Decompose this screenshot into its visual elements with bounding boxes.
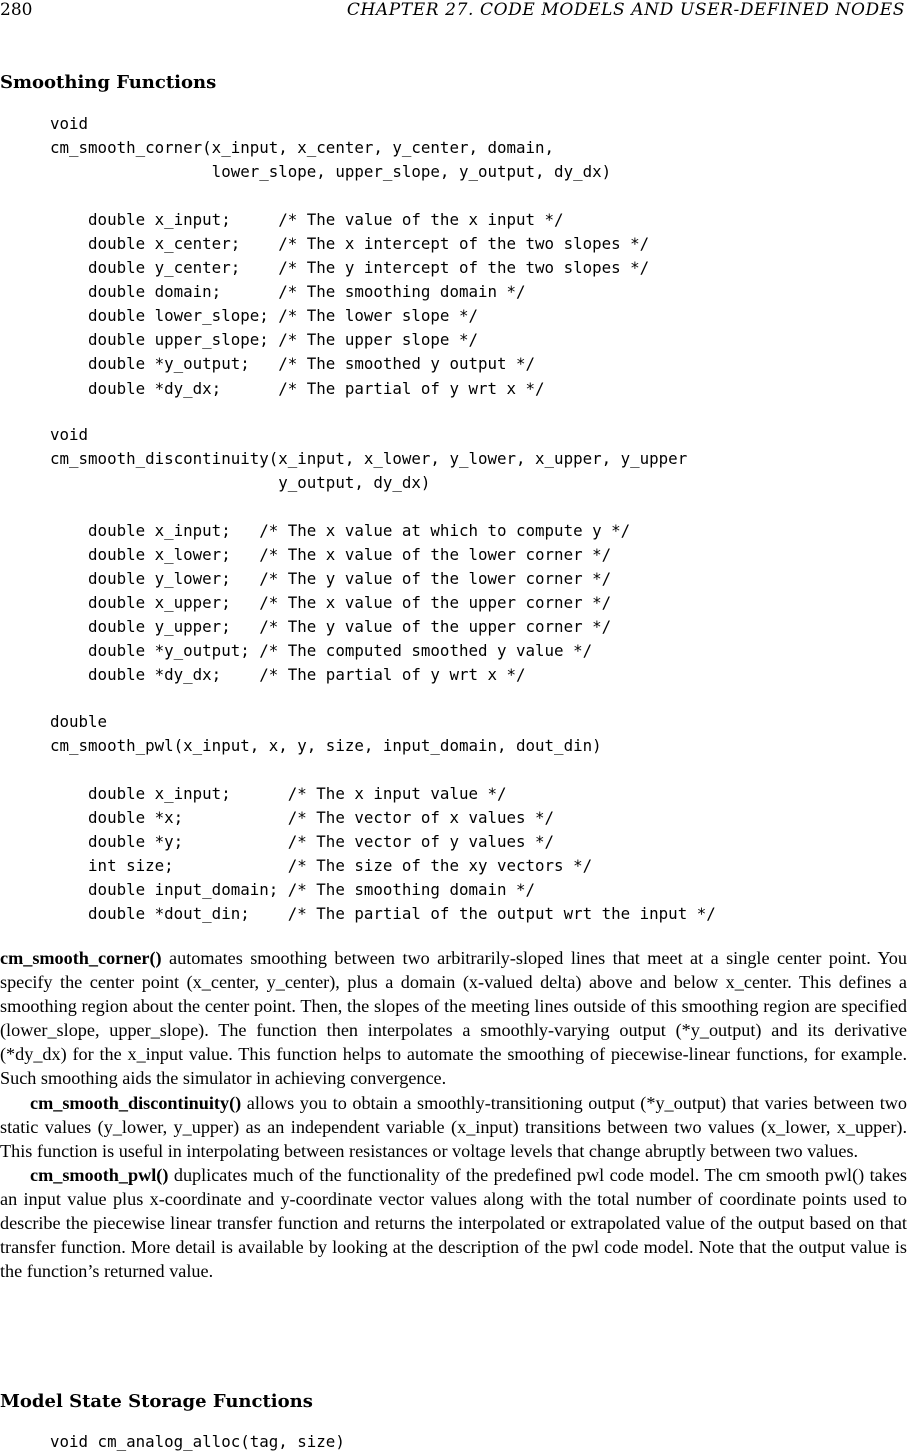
function-name: cm_smooth_discontinuity()	[30, 1092, 242, 1113]
code-line-analog-alloc: void cm_analog_alloc(tag, size)	[50, 1432, 345, 1451]
description-paragraphs	[0, 946, 907, 1283]
paragraph-smooth-corner	[0, 946, 907, 1091]
page-number: 280	[0, 0, 33, 20]
code-block-smooth-corner: void cm_smooth_corner(x_input, x_center, y_center, domain, lower_slope, upper_slope, y_output, dy_dx) double x_input; /* The value of the x input */ double x_center; /* The x intercept of the two slopes */ double y_center; /* The y intercept of the two slopes */ double domain; /* The smoothing domain */ double lower_slope; /* The lower slope */ double upper_slope; /* The upper slope */ double *y_output; /* The smoothed y output */ double *dy_dx; /* The partial of y wrt x */	[50, 114, 650, 398]
function-name: cm_smooth_pwl()	[30, 1164, 169, 1185]
paragraph-text: allows you to obtain a smoothly-transitioning output (*y_output) that varies between two static values (y_lower, y_upper) as an independent variable (x_input) transitions between two values (x_lower, x_upper). This function is useful in interpolating between resistances or voltage levels that change abruptly between two values.	[0, 1092, 907, 1161]
paragraph-text: duplicates much of the functionality of the predefined pwl code model. The cm smooth pwl() takes an input value plus x-coordinate and y-coordinate vector values along with the total number of coordinate points used to describe the piecewise linear transfer function and returns the interpolated or extrapolated value of the output based on that transfer function. More detail is available by looking at the description of the pwl code model. Note that the output value is the function’s returned value.	[0, 1164, 907, 1282]
code-block-smooth-discontinuity: void cm_smooth_discontinuity(x_input, x_lower, y_lower, x_upper, y_upper y_output, dy_dx) double x_input; /* The x value at which to compute y */ double x_lower; /* The x value of the lower corner */ double y_lower; /* The y value of the lower corner */ double x_upper; /* The x value of the upper corner */ double y_upper; /* The y value of the upper corner */ double *y_output; /* The computed smoothed y value */ double *dy_dx; /* The partial of y wrt x */	[50, 425, 688, 685]
paragraph-text: automates smoothing between two arbitrarily-sloped lines that meet at a single center point. You specify the center point (x_center, y_center), plus a domain (x-valued delta) above and below x_center. This defines a smoothing region about the center point. Then, the slopes of the meeting lines outside of this smoothing region are specified (lower_slope, upper_slope). The function then interpolates a smoothly-varying output (*y_output) and its derivative (*dy_dx) for the x_input value. This function helps to automate the smoothing of piecewise-linear functions, for example. Such smoothing aids the simulator in achieving convergence.	[0, 948, 907, 1089]
paragraph-smooth-pwl	[0, 1163, 907, 1283]
function-name: cm_smooth_corner()	[0, 948, 162, 968]
chapter-title: CHAPTER 27. CODE MODELS AND USER-DEFINED NODES	[346, 0, 905, 20]
code-block-smooth-pwl: double cm_smooth_pwl(x_input, x, y, size, input_domain, dout_din) double x_input; /* The x input value */ double *x; /* The vector of x values */ double *y; /* The vector of y values */ int size; /* The size of the xy vectors */ double input_domain; /* The smoothing domain */ double *dout_din; /* The partial of the output wrt the input */	[50, 712, 716, 924]
section-heading-state-storage: Model State Storage Functions	[0, 1391, 313, 1412]
section-heading-smoothing: Smoothing Functions	[0, 72, 217, 93]
paragraph-smooth-discontinuity	[0, 1091, 907, 1163]
